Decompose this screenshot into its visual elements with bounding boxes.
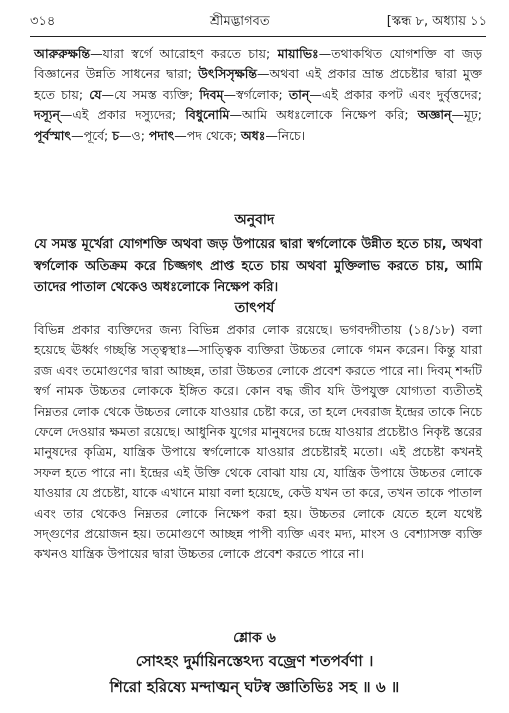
- verse-line-2: শিরো হরিষ্যে মন্দাত্মন্ ঘটস্ব জ্ঞাতিভিঃ সহ ॥ ৬ ॥: [109, 678, 400, 696]
- synonym-meaning: —যারা স্বর্গে আরোহণ করতে চায়;: [90, 46, 271, 61]
- synonym-word: চ: [112, 127, 119, 143]
- synonym-meaning: —যে সমস্ত ব্যক্তি;: [101, 86, 194, 102]
- synonym-meaning: —তথাকথিত যোগশক্তি বা জড় বিজ্ঞানের উন্নতি সাধনের দ্বারা;: [34, 46, 482, 82]
- synonym-meaning: —এই প্রকার কপট এবং দুর্বৃত্তদের;: [309, 86, 483, 102]
- synonym-word: অধঃ: [240, 127, 266, 143]
- synonym-word: দিবম্: [199, 86, 224, 102]
- translation-heading: অনুবাদ: [234, 212, 275, 228]
- synonym-meaning: —স্বর্গলোক;: [223, 86, 283, 102]
- synonym-word: পদাৎ: [148, 127, 175, 143]
- synonym-meaning: —এই প্রকার দস্যুদের;: [59, 107, 177, 123]
- verse-heading: শ্লোক ৬: [233, 630, 276, 646]
- translation-text: যে সমস্ত মূর্খেরা যোগশক্তি অথবা জড় উপায়ের দ্বারা স্বর্গলোকে উন্নীত হতে চায়, অথবা স্বর্গলোক অতিক্রম করে চিজ্জগৎ প্রাপ্ত হতে চায় অথবা মুক্তিলাভ করতে চায়, আমি তাদের পাতাল থেকেও অধঃলোকে নিক্ষেপ করি।: [34, 237, 482, 295]
- purport-heading: তাৎপর্য: [234, 300, 275, 316]
- synonym-word: দস্যূন্: [34, 107, 60, 123]
- synonym-meaning: —অথবা এই প্রকার ভ্রান্ত প্রচেষ্টার দ্বারা মুক্ত হতে চায়;: [34, 66, 482, 102]
- purport-text: বিভিন্ন প্রকার ব্যক্তিদের জন্য বিভিন্ন প্রকার লোক রয়েছে। ভগবদ্গীতায় (১৪/১৮) বলা হয়েছে ঊর্ধ্বং গচ্ছন্তি সত্ত্বস্থাঃ—সাত্ত্বিক ব্যক্তিরা উচ্চতর লোকে গমন করেন। কিন্তু যারা রজ এবং তমোগুণের দ্বারা আচ্ছন্ন, তারা উচ্চতর লোকে প্রবেশ করতে পারে না। দিবম্ শব্দটি স্বর্গ নামক উচ্চতর লোককে ইঙ্গিত করে। কোন বদ্ধ জীব যদি উপযুক্ত যোগ্যতা ব্যতীতই নিম্নতর লোক থেকে উচ্চতর লোকে যাওয়ার চেষ্টা করে, তা হলে দেবরাজ ইন্দ্রের তাকে নিচে ফেলে দেওয়ার ক্ষমতা রয়েছে। আধুনিক যুগের মানুষদের চন্দ্রে যাওয়ার প্রচেষ্টাও নিকৃষ্ট স্তরের মানুষদের কৃত্রিম, যান্ত্রিক উপায়ে স্বর্গলোকে যাওয়ার প্রচেষ্টারই মতো। এই প্রচেষ্টা কখনই সফল হতে পারে না। ইন্দ্রের এই উক্তি থেকে বোঝা যায় যে, যান্ত্রিক উপায়ে উচ্চতর লোকে যাওয়ার যে প্রচেষ্টা, যাকে এখানে মায়া বলা হয়েছে, কেউ যখন তা করে, তখন তাকে পাতাল এবং তার থেকেও নিম্নতর লোকে নিক্ষেপ করা হয়। উচ্চতর লোকে যেতে হলে যথেষ্ট সদ্গুণের প্রয়োজন হয়। তমোগুণে আচ্ছন্ন পাপী ব্যক্তি এবং মদ্য, মাংস ও বেশ্যাসক্ত ব্যক্তি কখনও যান্ত্রিক উপায়ের দ্বারা উচ্চতর লোকে প্রবেশ করতে পারে না।: [34, 322, 482, 562]
- synonyms-paragraph: [34, 44, 482, 146]
- synonym-meaning: —পূর্বে;: [71, 127, 109, 143]
- synonym-meaning: —মূঢ়;: [451, 107, 482, 123]
- synonym-meaning: —ও;: [119, 127, 145, 143]
- synonym-meaning: —নিচে।: [265, 127, 306, 143]
- page-header: [0, 8, 509, 32]
- synonym-meaning: —পদ থেকে;: [174, 127, 237, 143]
- synonym-word: বিধুনোমি: [185, 107, 230, 123]
- synonym-word: যে: [89, 86, 102, 102]
- verse-line-1: সোঽহং দুর্মায়িনস্তেঽদ্য বজ্রেণ শতপর্বণা ।: [135, 652, 374, 670]
- synonym-meaning: —আমি অধঃলোকে নিক্ষেপ করি;: [229, 107, 409, 123]
- page-number: ৩১৪: [30, 14, 56, 29]
- synonym-word: পূর্বস্মাৎ: [34, 127, 72, 143]
- synonym-word: আরুরুক্ষন্তি: [34, 46, 91, 61]
- synonym-word: অজ্ঞান্: [417, 107, 452, 123]
- header-rule: [30, 36, 486, 37]
- synonym-word: মায়াভিঃ: [277, 46, 319, 61]
- chapter-reference: [স্কন্ধ ৮, অধ্যায় ১১: [386, 14, 487, 29]
- synonym-word: উৎসিসৃক্ষন্তি: [198, 66, 257, 82]
- synonym-word: তান্: [288, 86, 310, 102]
- running-title: শ্রীমদ্ভাগবত: [210, 14, 270, 29]
